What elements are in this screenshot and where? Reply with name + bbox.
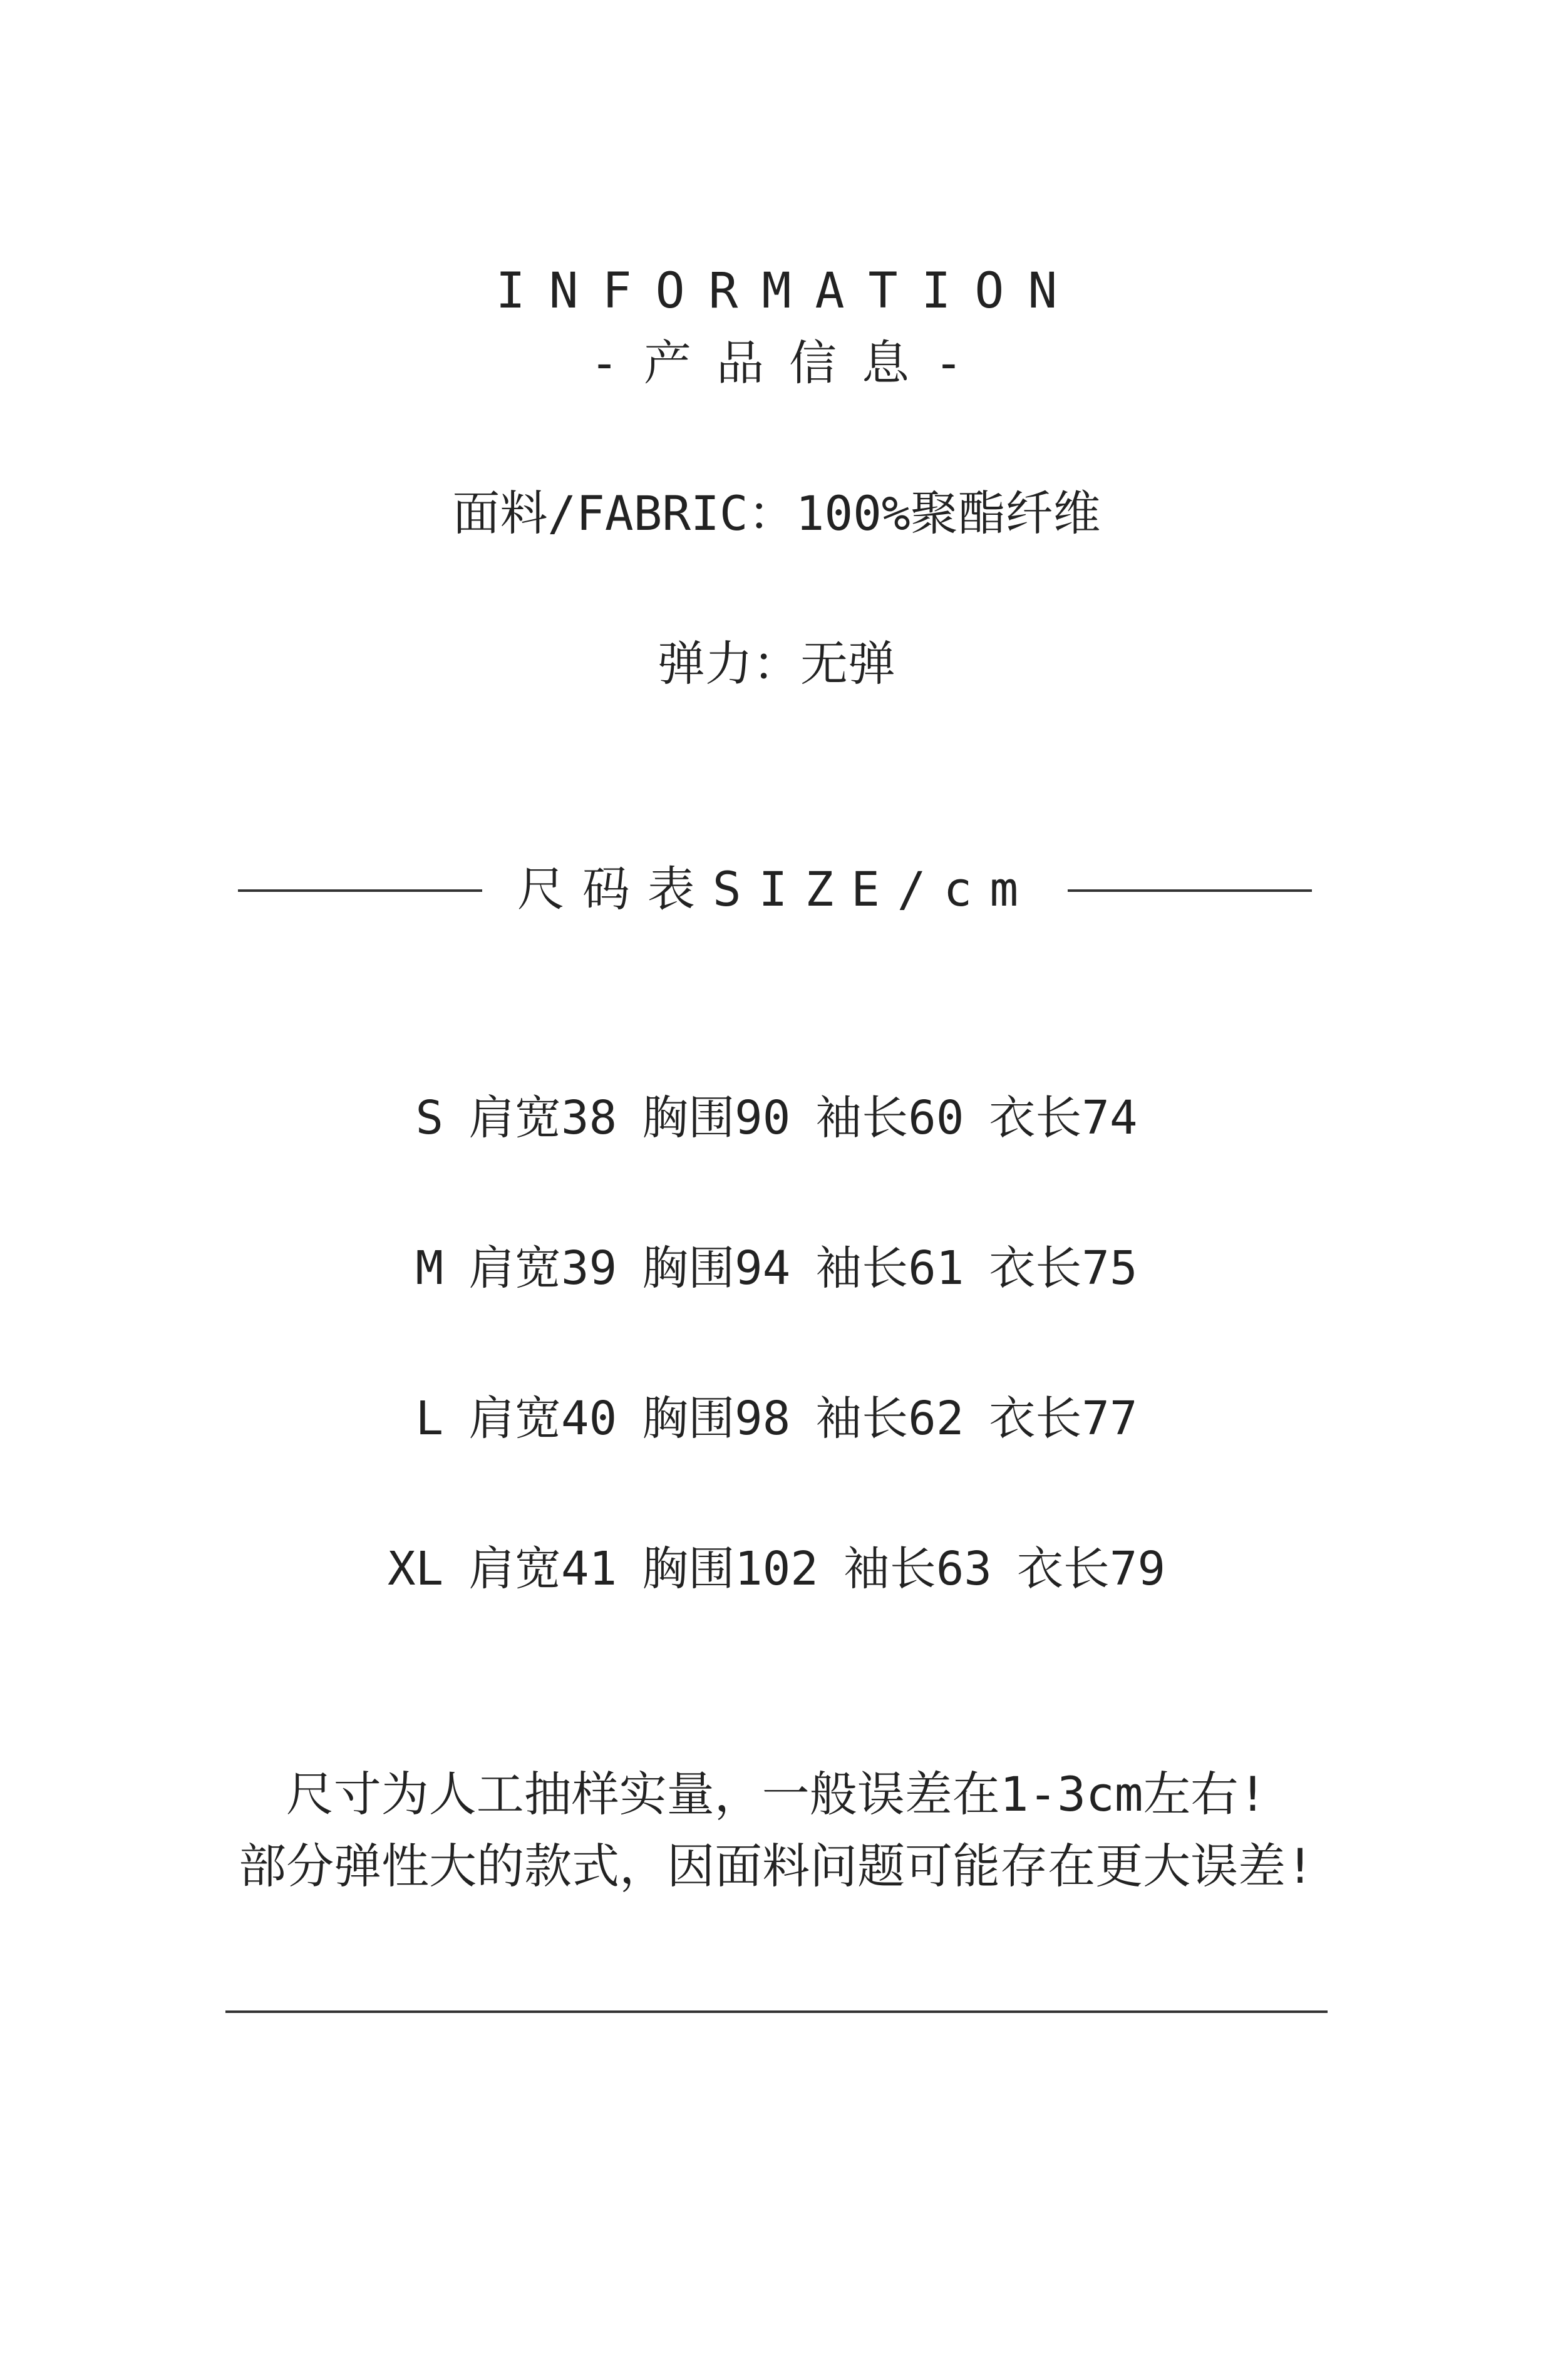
divider-right <box>1068 889 1312 892</box>
stretch-note: 部分弹性大的款式，因面料问题可能存在更大误差! <box>239 1838 1314 1894</box>
fabric-info: 面料/FABRIC：100%聚酯纤维 <box>452 485 1101 541</box>
chest-circumference: 胸围98 <box>642 1392 791 1446</box>
sleeve-length: 袖长61 <box>815 1241 964 1295</box>
title-chinese: -产品信息- <box>590 335 988 391</box>
garment-length: 衣长74 <box>989 1091 1138 1145</box>
size-row-l <box>0 1387 1553 1450</box>
bottom-divider <box>225 2010 1328 2013</box>
size-label: XL <box>387 1542 444 1596</box>
chest-circumference: 胸围102 <box>642 1542 818 1596</box>
stretch-info: 弹力：无弹 <box>658 636 895 691</box>
sleeve-length: 袖长60 <box>815 1091 964 1145</box>
size-row-xl <box>0 1538 1553 1600</box>
sleeve-length: 袖长63 <box>843 1542 992 1596</box>
shoulder-width: 肩宽40 <box>468 1392 617 1446</box>
divider-left <box>238 889 482 892</box>
title-english: INFORMATION <box>495 263 1081 319</box>
size-row-s <box>0 1087 1553 1149</box>
size-label: S <box>415 1091 444 1145</box>
garment-length: 衣长75 <box>989 1241 1138 1295</box>
size-chart-title: 尺码表SIZE/cm <box>517 861 1036 917</box>
measurement-note: 尺寸为人工抽样实量，一般误差在1-3cm左右! <box>286 1766 1267 1822</box>
shoulder-width: 肩宽38 <box>468 1091 617 1145</box>
sleeve-length: 袖长62 <box>815 1392 964 1446</box>
shoulder-width: 肩宽41 <box>468 1542 617 1596</box>
size-label: M <box>415 1241 444 1295</box>
size-row-m <box>0 1237 1553 1300</box>
garment-length: 衣长79 <box>1016 1542 1166 1596</box>
size-chart-header <box>0 855 1553 924</box>
size-label: L <box>415 1392 444 1446</box>
chest-circumference: 胸围94 <box>642 1241 791 1295</box>
garment-length: 衣长77 <box>989 1392 1138 1446</box>
shoulder-width: 肩宽39 <box>468 1241 617 1295</box>
chest-circumference: 胸围90 <box>642 1091 791 1145</box>
